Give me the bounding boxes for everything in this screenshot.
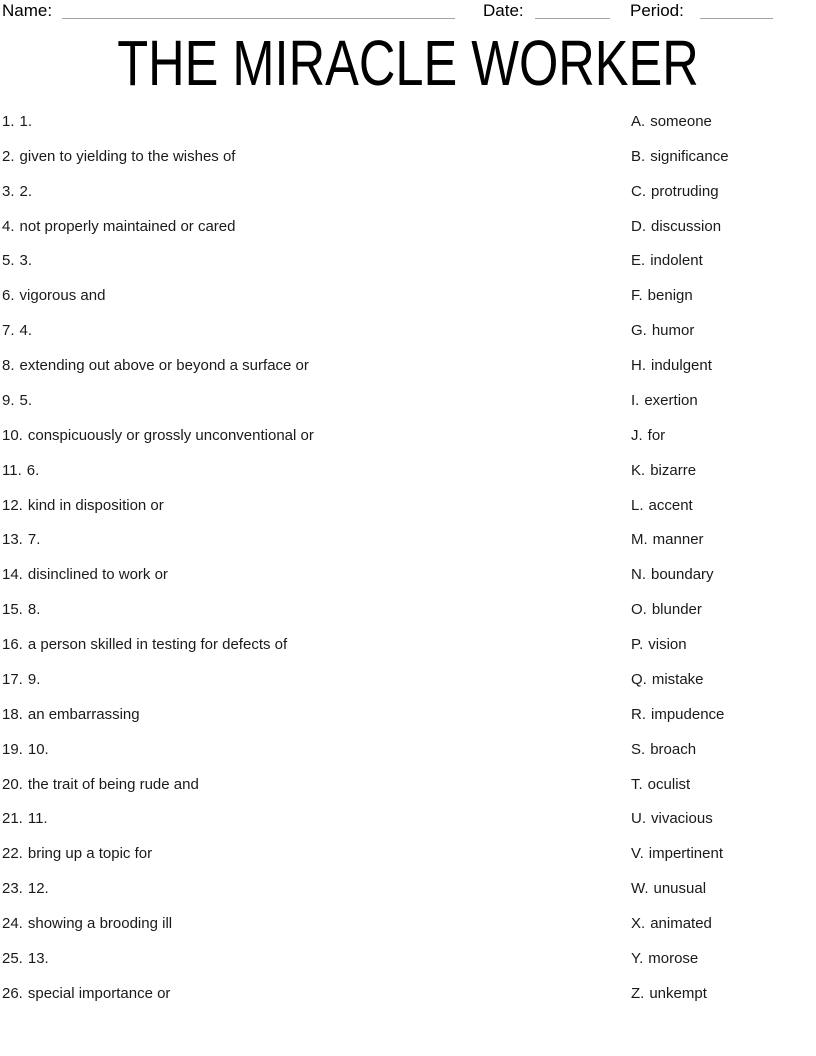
answer-item [631, 662, 811, 697]
answer-item [631, 557, 811, 592]
answer-word: impudence [651, 705, 725, 723]
question-text: given to yielding to the wishes of [19, 147, 236, 165]
question-text: extending out above or beyond a surface or [19, 357, 309, 375]
question-text: 5. [19, 391, 33, 409]
answer-letter: P. [631, 636, 644, 654]
answer-letter: R. [631, 705, 646, 723]
question-number: 19. [2, 740, 23, 758]
question-text: not properly maintained or cared [19, 217, 236, 235]
question-item [2, 209, 602, 244]
answer-letter: N. [631, 566, 646, 584]
question-text: vigorous and [19, 287, 106, 305]
question-number: 18. [2, 705, 23, 723]
answer-item [631, 418, 811, 453]
answer-letter: V. [631, 845, 644, 863]
period-label: Period: [630, 1, 684, 20]
answer-item [631, 732, 811, 767]
answer-word: vision [648, 636, 687, 654]
worksheet-title: THE MIRACLE WORKER [117, 27, 699, 99]
questions-column [2, 104, 602, 1011]
question-text: bring up a topic for [27, 845, 153, 863]
answer-item [631, 976, 811, 1011]
answer-word: bizarre [650, 461, 697, 479]
question-text: disinclined to work or [27, 566, 168, 584]
answer-letter: A. [631, 112, 646, 130]
question-number: 7. [2, 322, 15, 340]
question-text: 12. [27, 880, 49, 898]
answer-word: indulgent [651, 357, 712, 375]
question-number: 6. [2, 287, 15, 305]
question-text: 4. [19, 322, 33, 340]
question-number: 24. [2, 915, 23, 933]
date-blank-line [535, 18, 610, 19]
answer-letter: U. [631, 810, 646, 828]
answer-item [631, 139, 811, 174]
question-text: an embarrassing [27, 705, 140, 723]
question-number: 14. [2, 566, 23, 584]
question-item [2, 871, 602, 906]
answer-letter: E. [631, 252, 646, 270]
question-item [2, 313, 602, 348]
question-item [2, 627, 602, 662]
question-item [2, 592, 602, 627]
question-item [2, 174, 602, 209]
question-number: 3. [2, 182, 15, 200]
answer-letter: I. [631, 391, 640, 409]
question-number: 25. [2, 949, 23, 967]
question-number: 22. [2, 845, 23, 863]
question-text: showing a brooding ill [27, 915, 173, 933]
name-blank-line [62, 18, 455, 19]
answer-item [631, 104, 811, 139]
question-item [2, 941, 602, 976]
question-item [2, 976, 602, 1011]
answer-item [631, 941, 811, 976]
answer-word: exertion [644, 391, 698, 409]
question-number: 21. [2, 810, 23, 828]
question-item [2, 244, 602, 279]
question-text: 9. [27, 670, 41, 688]
question-number: 12. [2, 496, 23, 514]
question-item [2, 557, 602, 592]
answer-letter: X. [631, 915, 646, 933]
answer-item [631, 906, 811, 941]
question-item [2, 836, 602, 871]
answer-letter: K. [631, 461, 646, 479]
answer-item [631, 278, 811, 313]
answer-letter: Z. [631, 984, 645, 1002]
question-text: 1. [19, 112, 33, 130]
answer-item [631, 244, 811, 279]
answer-item [631, 488, 811, 523]
question-text: 8. [27, 601, 41, 619]
question-number: 16. [2, 636, 23, 654]
answer-letter: C. [631, 182, 646, 200]
answer-letter: J. [631, 426, 643, 444]
answer-letter: D. [631, 217, 646, 235]
question-item [2, 802, 602, 837]
answer-word: impertinent [648, 845, 723, 863]
question-number: 8. [2, 357, 15, 375]
answer-word: boundary [651, 566, 714, 584]
question-text: 11. [27, 810, 48, 828]
answer-item [631, 174, 811, 209]
answer-item [631, 592, 811, 627]
question-item [2, 348, 602, 383]
question-number: 23. [2, 880, 23, 898]
question-item [2, 453, 602, 488]
question-item [2, 104, 602, 139]
answers-column [631, 104, 811, 1011]
question-item [2, 488, 602, 523]
answer-word: someone [650, 112, 712, 130]
question-number: 1. [2, 112, 15, 130]
answer-word: oculist [647, 775, 691, 793]
answer-word: benign [647, 287, 693, 305]
answer-item [631, 627, 811, 662]
answer-word: significance [650, 147, 729, 165]
answer-letter: Y. [631, 949, 644, 967]
question-text: 10. [27, 740, 49, 758]
answer-letter: O. [631, 601, 647, 619]
answer-word: discussion [651, 217, 722, 235]
answer-letter: H. [631, 357, 646, 375]
answer-letter: L. [631, 496, 644, 514]
question-text: 7. [27, 531, 41, 549]
name-label: Name: [2, 1, 53, 20]
question-item [2, 732, 602, 767]
question-text: a person skilled in testing for defects of [27, 636, 288, 654]
question-number: 5. [2, 252, 15, 270]
question-item [2, 278, 602, 313]
question-number: 26. [2, 984, 23, 1002]
question-item [2, 383, 602, 418]
answer-word: humor [651, 322, 695, 340]
question-item [2, 523, 602, 558]
period-blank-line [700, 18, 773, 19]
answer-letter: S. [631, 740, 646, 758]
answer-item [631, 313, 811, 348]
question-text: 3. [19, 252, 33, 270]
question-number: 2. [2, 147, 15, 165]
answer-item [631, 523, 811, 558]
question-item [2, 697, 602, 732]
question-number: 10. [2, 426, 23, 444]
answer-item [631, 697, 811, 732]
answer-word: indolent [650, 252, 703, 270]
answer-letter: F. [631, 287, 643, 305]
answer-word: blunder [651, 601, 702, 619]
question-item [2, 139, 602, 174]
question-text: special importance or [27, 984, 171, 1002]
question-number: 20. [2, 775, 23, 793]
date-label: Date: [483, 1, 524, 20]
question-number: 15. [2, 601, 23, 619]
question-text: kind in disposition or [27, 496, 164, 514]
question-number: 4. [2, 217, 15, 235]
answer-word: vivacious [651, 810, 713, 828]
question-item [2, 906, 602, 941]
question-text: 2. [19, 182, 33, 200]
answer-item [631, 871, 811, 906]
answer-word: unkempt [649, 984, 707, 1002]
answer-letter: W. [631, 880, 649, 898]
question-text: 13. [27, 949, 49, 967]
answer-word: protruding [651, 182, 719, 200]
answer-item [631, 348, 811, 383]
answer-item [631, 802, 811, 837]
answer-letter: M. [631, 531, 648, 549]
answer-word: for [647, 426, 666, 444]
question-item [2, 767, 602, 802]
question-number: 9. [2, 391, 15, 409]
question-item [2, 662, 602, 697]
question-text: 6. [26, 461, 40, 479]
question-item [2, 418, 602, 453]
answer-item [631, 767, 811, 802]
answer-word: manner [652, 531, 704, 549]
answer-word: broach [650, 740, 697, 758]
answer-word: animated [650, 915, 712, 933]
question-text: the trait of being rude and [27, 775, 199, 793]
answer-word: mistake [651, 670, 704, 688]
answer-item [631, 383, 811, 418]
answer-item [631, 209, 811, 244]
answer-word: unusual [653, 880, 707, 898]
question-number: 17. [2, 670, 23, 688]
question-number: 11. [2, 461, 22, 479]
answer-letter: B. [631, 147, 646, 165]
answer-word: morose [648, 949, 699, 967]
answer-letter: Q. [631, 670, 647, 688]
answer-letter: G. [631, 322, 647, 340]
question-text: conspicuously or grossly unconventional or [27, 426, 314, 444]
answer-item [631, 453, 811, 488]
header [0, 0, 816, 26]
answer-letter: T. [631, 775, 643, 793]
question-number: 13. [2, 531, 23, 549]
answer-item [631, 836, 811, 871]
answer-word: accent [648, 496, 693, 514]
